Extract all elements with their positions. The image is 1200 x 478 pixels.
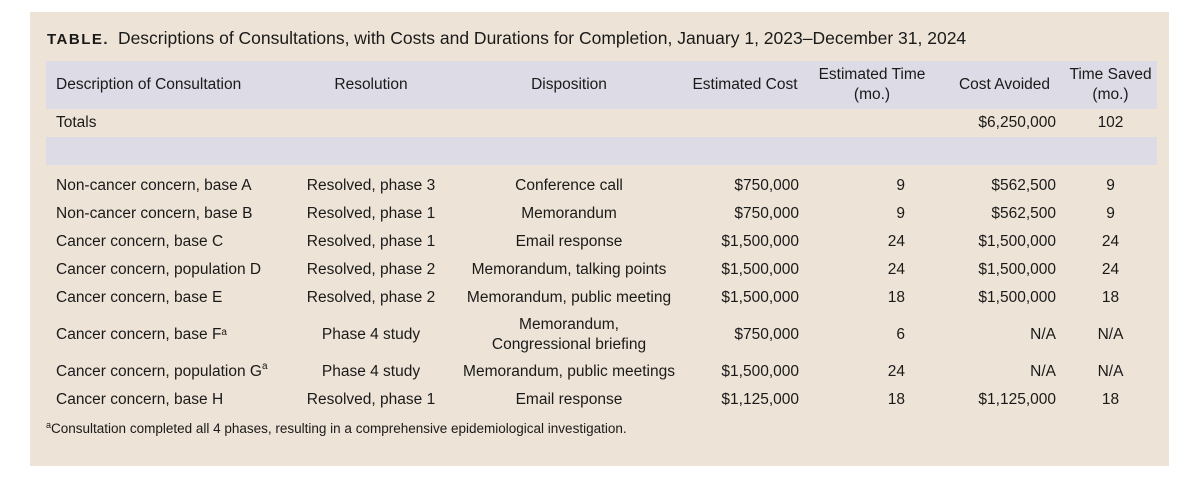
cell-description <box>46 358 295 386</box>
cell-estimated-time <box>799 228 945 256</box>
cell-time-saved <box>1064 200 1157 228</box>
cell-resolution <box>295 200 447 228</box>
column-header: Estimated Time (mo.) <box>818 66 926 103</box>
cell-description <box>46 256 295 284</box>
cell-resolution-text: Resolved, phase 2 <box>306 261 436 278</box>
cell-cost-avoided-text: $1,500,000 <box>978 289 1056 306</box>
cell-cost-avoided <box>945 256 1064 284</box>
cell-time-saved <box>1064 256 1157 284</box>
cell-estimated-cost <box>691 228 799 256</box>
cell-time-saved-text: 18 <box>1101 391 1120 408</box>
footnote-text: Consultation completed all 4 phases, resulting in a comprehensive epidemiological investigation. <box>51 421 627 436</box>
cell-cost-avoided <box>945 172 1064 200</box>
cell-estimated-time <box>799 256 945 284</box>
cell-cost-avoided-text: $562,500 <box>991 205 1056 222</box>
cell-time-saved-text: 24 <box>1101 233 1120 250</box>
table-label: TABLE. <box>47 31 110 48</box>
totals-label: Totals <box>56 114 97 131</box>
cell-estimated-cost <box>691 386 799 414</box>
cell-estimated-time <box>799 284 945 312</box>
cell-estimated-time-text: 18 <box>887 391 905 408</box>
table-footnote <box>46 421 627 436</box>
table-row <box>46 358 1157 386</box>
cell-disposition <box>447 200 691 228</box>
table-header-row <box>46 61 1157 109</box>
cell-description-text: Cancer concern, base F <box>56 326 222 343</box>
cell-estimated-cost-text: $1,500,000 <box>721 289 799 306</box>
cell-description <box>46 172 295 200</box>
cell-estimated-time <box>799 312 945 358</box>
cell-time-saved-text: N/A <box>1097 363 1124 380</box>
cell-description <box>46 200 295 228</box>
cell-resolution <box>295 358 447 386</box>
table-caption: Descriptions of Consultations, with Costs and Durations for Completion, January 1, 2023–December 31, 2024 <box>117 28 967 48</box>
cell-estimated-time <box>799 358 945 386</box>
cell-disposition <box>447 256 691 284</box>
table-row <box>46 256 1157 284</box>
cell-estimated-cost-text: $750,000 <box>734 177 799 194</box>
table-title <box>47 28 966 49</box>
cell-disposition-text: Conference call <box>515 177 623 194</box>
cell-cost-avoided-text: $1,125,000 <box>978 391 1056 408</box>
cell-time-saved-text: 18 <box>1101 289 1120 306</box>
cell-estimated-time-text: 9 <box>896 205 905 222</box>
cell-time-saved <box>1064 228 1157 256</box>
cell-time-saved <box>1064 172 1157 200</box>
table-row <box>46 312 1157 358</box>
cell-description <box>46 312 295 358</box>
column-header: Description of Consultation <box>56 76 242 93</box>
cell-cost-avoided <box>945 312 1064 358</box>
cell-resolution <box>295 284 447 312</box>
cell-description-text: Non-cancer concern, base B <box>56 205 253 222</box>
cell-estimated-time <box>799 386 945 414</box>
cell-description-text: Cancer concern, base E <box>56 289 223 306</box>
totals-time-saved: 102 <box>1097 114 1124 131</box>
cell-cost-avoided <box>945 358 1064 386</box>
table-row <box>46 200 1157 228</box>
cell-description-text: Cancer concern, base C <box>56 233 224 250</box>
cell-disposition-text: Memorandum, public meeting <box>466 289 672 306</box>
cell-disposition-text: Email response <box>515 233 623 250</box>
cell-resolution <box>295 172 447 200</box>
cell-estimated-cost <box>691 172 799 200</box>
cell-resolution-text: Phase 4 study <box>321 363 421 380</box>
totals-row <box>46 109 1157 137</box>
cell-cost-avoided <box>945 386 1064 414</box>
cell-estimated-cost <box>691 358 799 386</box>
cell-estimated-cost <box>691 200 799 228</box>
cell-estimated-cost-text: $1,125,000 <box>721 391 799 408</box>
column-header: Disposition <box>531 76 607 93</box>
cell-resolution <box>295 312 447 358</box>
section-divider <box>46 137 1157 165</box>
column-header: Resolution <box>334 76 408 93</box>
cell-description-text: Cancer concern, population G <box>56 363 262 380</box>
cell-cost-avoided-text: $562,500 <box>991 177 1056 194</box>
cell-disposition <box>447 358 691 386</box>
cell-resolution-text: Resolved, phase 1 <box>306 233 436 250</box>
table-panel <box>30 12 1169 466</box>
cell-time-saved-text: 9 <box>1106 205 1115 222</box>
footnote-marker: a <box>261 361 268 372</box>
cell-description <box>46 386 295 414</box>
cell-disposition <box>447 386 691 414</box>
cell-cost-avoided <box>945 228 1064 256</box>
cell-disposition-text: Memorandum, public meetings <box>463 363 675 380</box>
consultations-table <box>46 61 1157 414</box>
cell-disposition-text: Memorandum <box>521 205 617 222</box>
cell-estimated-cost <box>691 312 799 358</box>
table-row <box>46 228 1157 256</box>
cell-disposition-text: Memorandum, <box>519 316 619 333</box>
cell-estimated-time-text: 24 <box>887 233 905 250</box>
cell-estimated-cost-text: $750,000 <box>734 205 799 222</box>
cell-time-saved-text: 9 <box>1106 177 1115 194</box>
cell-cost-avoided-text: $1,500,000 <box>978 233 1056 250</box>
cell-estimated-cost-text: $750,000 <box>734 326 799 343</box>
cell-time-saved <box>1064 312 1157 358</box>
cell-estimated-cost-text: $1,500,000 <box>721 233 799 250</box>
cell-description <box>46 284 295 312</box>
cell-resolution <box>295 228 447 256</box>
cell-estimated-time-text: 24 <box>887 363 905 380</box>
cell-estimated-time-text: 18 <box>887 289 905 306</box>
table-row <box>46 386 1157 414</box>
cell-time-saved <box>1064 358 1157 386</box>
column-header: Estimated Cost <box>692 76 798 93</box>
cell-resolution-text: Resolved, phase 2 <box>306 289 436 306</box>
cell-cost-avoided <box>945 200 1064 228</box>
cell-disposition-text-line2: Congressional briefing <box>491 336 647 353</box>
cell-estimated-time-text: 9 <box>896 177 905 194</box>
cell-description-text: Cancer concern, population D <box>56 261 262 278</box>
footnote-marker: a <box>221 327 227 338</box>
cell-disposition-text: Memorandum, talking points <box>471 261 667 278</box>
cell-resolution <box>295 256 447 284</box>
cell-time-saved-text: N/A <box>1097 326 1124 343</box>
spacer-row <box>46 165 1157 172</box>
cell-cost-avoided-text: N/A <box>1030 326 1056 343</box>
cell-time-saved <box>1064 284 1157 312</box>
cell-estimated-cost-text: $1,500,000 <box>721 261 799 278</box>
table-row <box>46 284 1157 312</box>
cell-cost-avoided-text: N/A <box>1030 363 1056 380</box>
cell-time-saved <box>1064 386 1157 414</box>
table-row <box>46 172 1157 200</box>
cell-resolution-text: Resolved, phase 1 <box>306 391 436 408</box>
cell-resolution-text: Resolved, phase 1 <box>306 205 436 222</box>
cell-disposition <box>447 312 691 358</box>
cell-estimated-time <box>799 200 945 228</box>
column-header: Time Saved (mo.) <box>1069 66 1152 103</box>
cell-estimated-cost <box>691 284 799 312</box>
cell-description-text: Non-cancer concern, base A <box>56 177 252 194</box>
cell-resolution <box>295 386 447 414</box>
cell-cost-avoided <box>945 284 1064 312</box>
footnote-marker: a <box>46 420 52 430</box>
cell-resolution-text: Resolved, phase 3 <box>306 177 436 194</box>
cell-disposition-text: Email response <box>515 391 623 408</box>
column-header: Cost Avoided <box>958 76 1051 93</box>
cell-cost-avoided-text: $1,500,000 <box>978 261 1056 278</box>
cell-estimated-time-text: 24 <box>887 261 905 278</box>
cell-time-saved-text: 24 <box>1101 261 1120 278</box>
cell-estimated-time <box>799 172 945 200</box>
totals-cost-avoided: $6,250,000 <box>978 114 1056 131</box>
cell-estimated-cost <box>691 256 799 284</box>
cell-resolution-text: Phase 4 study <box>321 326 421 343</box>
cell-disposition <box>447 172 691 200</box>
cell-description <box>46 228 295 256</box>
cell-disposition <box>447 284 691 312</box>
cell-description-text: Cancer concern, base H <box>56 391 224 408</box>
cell-estimated-cost-text: $1,500,000 <box>721 363 799 380</box>
cell-disposition <box>447 228 691 256</box>
cell-estimated-time-text: 6 <box>896 326 905 343</box>
